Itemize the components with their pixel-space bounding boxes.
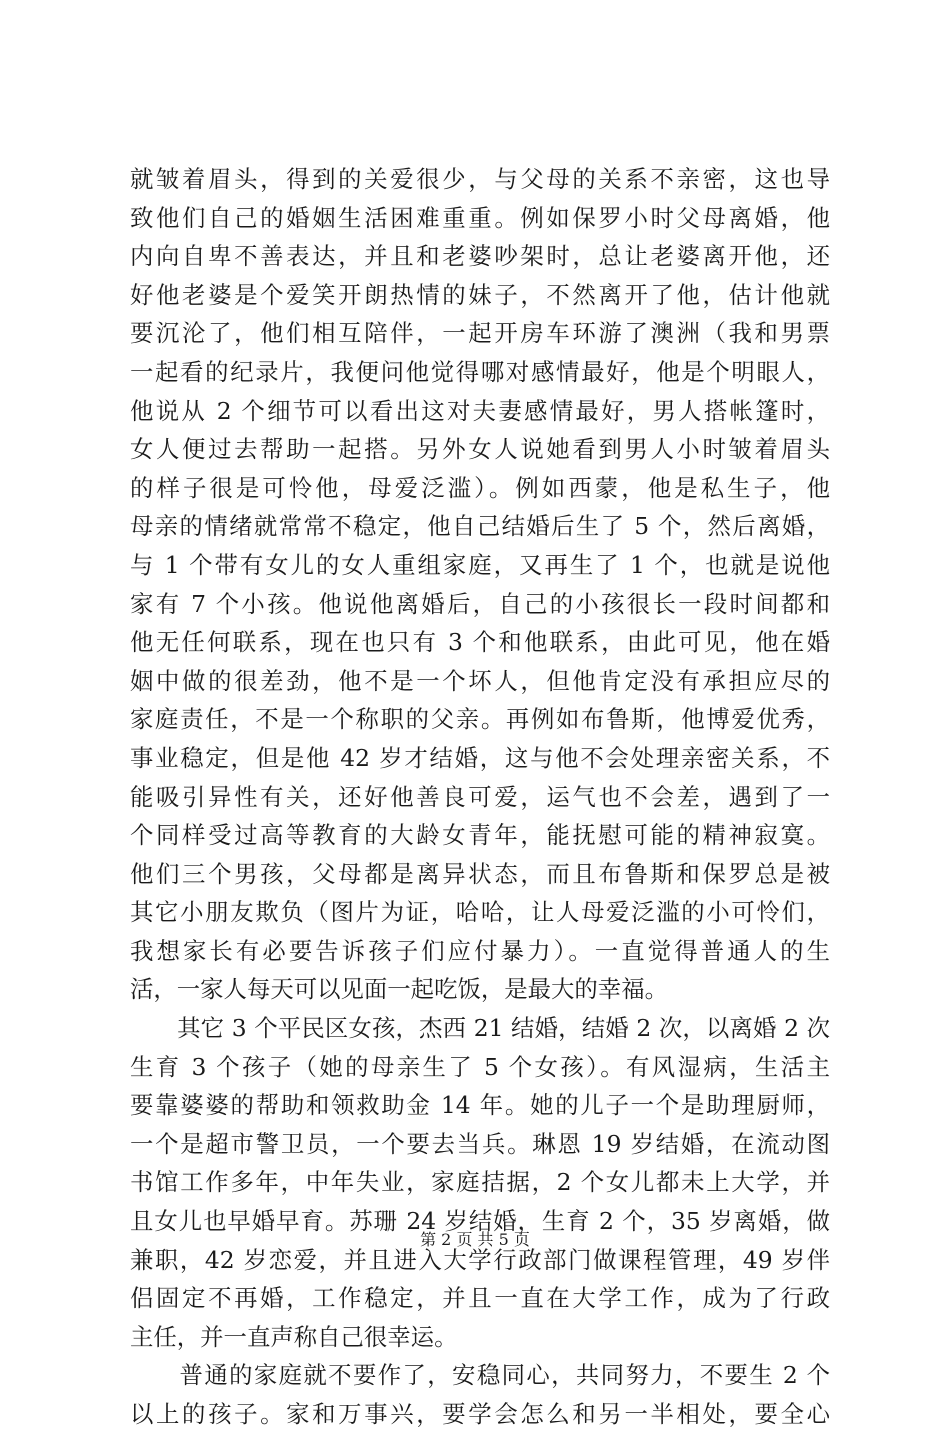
text-line-17: 能吸引异性有关，还好他善良可爱，运气也不会差，遇到了一 [130, 782, 830, 811]
text-line-4: 好他老婆是个爱笑开朗热情的妹子，不然离开了他，估计他就 [130, 280, 830, 309]
text-line-30: 侣固定不再婚，工作稳定，并且一直在大学工作，成为了行政 [130, 1284, 830, 1313]
text-line-12: 家有 7 个小孩。他说他离婚后，自己的小孩很长一段时间都和 [130, 589, 830, 618]
text-line-16: 事业稳定，但是他 42 岁才结婚，这与他不会处理亲密关系，不 [130, 743, 830, 772]
text-line-22: 活，一家人每天可以见面一起吃饭，是最大的幸福。 [130, 975, 668, 1004]
text-line-20: 其它小朋友欺负（图片为证，哈哈，让人母爱泛滥的小可怜们， [130, 898, 830, 927]
text-line-11: 与 1 个带有女儿的女人重组家庭，又再生了 1 个，也就是说他 [130, 550, 830, 579]
text-line-27: 书馆工作多年，中年失业，家庭拮据，2 个女儿都未上大学，并 [130, 1168, 830, 1197]
text-line-31: 主任，并一直声称自己很幸运。 [130, 1322, 458, 1351]
text-line-25: 要靠婆婆的帮助和领救助金 14 年。她的儿子一个是助理厨师， [130, 1091, 830, 1120]
text-line-5: 要沉沦了，他们相互陪伴，一起开房车环游了澳洲（我和男票 [130, 319, 830, 348]
text-line-15: 家庭责任，不是一个称职的父亲。再例如布鲁斯，他博爱优秀， [130, 705, 830, 734]
page-number-footer: 第 2 页 共 5 页 [420, 1230, 530, 1249]
text-line-1: 就皱着眉头，得到的关爱很少，与父母的关系不亲密，这也导 [130, 165, 830, 193]
text-line-32: 普通的家庭就不要作了，安稳同心，共同努力，不要生 2 个 [130, 1361, 830, 1390]
text-line-28: 且女儿也早婚早育。苏珊 24 岁结婚，生育 2 个，35 岁离婚，做 [130, 1207, 830, 1236]
text-line-10: 母亲的情绪就常常不稳定，他自己结婚后生了 5 个，然后离婚， [130, 512, 830, 541]
text-line-23: 其它 3 个平民区女孩，杰西 21 结婚，结婚 2 次，以离婚 2 次 [130, 1014, 830, 1043]
text-line-29: 兼职，42 岁恋爱，并且进入大学行政部门做课程管理，49 岁伴 [130, 1245, 830, 1274]
text-line-9: 的样子很是可怜他，母爱泛滥）。例如西蒙，他是私生子，他 [130, 473, 830, 502]
text-line-18: 个同样受过高等教育的大龄女青年，能抚慰可能的精神寂寞。 [130, 821, 830, 850]
text-line-2: 致他们自己的婚姻生活困难重重。例如保罗小时父母离婚，他 [130, 203, 830, 232]
text-line-3: 内向自卑不善表达，并且和老婆吵架时，总让老婆离开他，还 [130, 242, 830, 271]
text-line-7: 他说从 2 个细节可以看出这对夫妻感情最好，男人搭帐篷时， [130, 396, 830, 425]
text-line-14: 姻中做的很差劲，他不是一个坏人，但他肯定没有承担应尽的 [130, 666, 830, 695]
text-line-21: 我想家长有必要告诉孩子们应付暴力）。一直觉得普通人的生 [130, 936, 830, 965]
text-line-8: 女人便过去帮助一起搭。另外女人说她看到男人小时皱着眉头 [130, 435, 830, 464]
text-line-26: 一个是超市警卫员，一个要去当兵。琳恩 19 岁结婚，在流动图 [130, 1129, 830, 1158]
text-line-24: 生育 3 个孩子（她的母亲生了 5 个女孩）。有风湿病，生活主 [130, 1052, 830, 1081]
text-line-19: 他们三个男孩，父母都是离异状态，而且布鲁斯和保罗总是被 [130, 859, 830, 888]
text-line-13: 他无任何联系，现在也只有 3 个和他联系，由此可见，他在婚 [130, 628, 830, 657]
text-line-6: 一起看的纪录片，我便问他觉得哪对感情最好，他是个明眼人， [130, 357, 830, 386]
text-line-33: 以上的孩子。家和万事兴，要学会怎么和另一半相处，要全心 [130, 1400, 830, 1428]
